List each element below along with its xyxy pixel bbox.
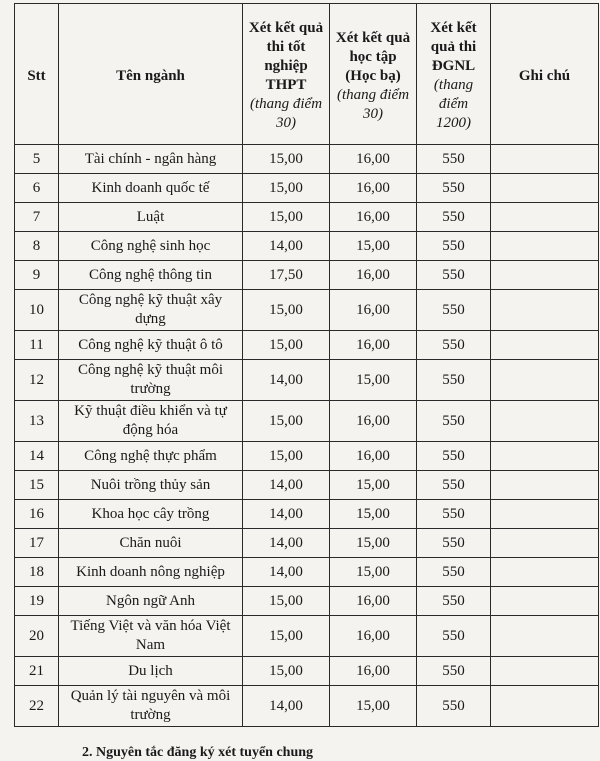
row-hocba-score: 16,00 [330, 261, 417, 290]
row-hocba-score: 15,00 [330, 558, 417, 587]
row-stt: 17 [15, 529, 59, 558]
row-dgnl-score: 550 [417, 261, 491, 290]
table-row [15, 232, 599, 261]
row-hocba-score: 16,00 [330, 290, 417, 331]
row-major: Khoa học cây trồng [59, 500, 243, 529]
row-stt: 15 [15, 471, 59, 500]
row-hocba-score: 16,00 [330, 442, 417, 471]
row-stt: 6 [15, 174, 59, 203]
row-note [491, 529, 599, 558]
table-row [15, 471, 599, 500]
row-note [491, 401, 599, 442]
table-row [15, 529, 599, 558]
row-dgnl-score: 550 [417, 360, 491, 401]
row-stt: 8 [15, 232, 59, 261]
row-hocba-score: 16,00 [330, 616, 417, 657]
header-hocba: Xét kết quả học tập (Học bạ) (thang điểm 30) [330, 4, 417, 145]
row-stt: 21 [15, 657, 59, 686]
row-stt: 16 [15, 500, 59, 529]
row-dgnl-score: 550 [417, 500, 491, 529]
header-major: Tên ngành [59, 4, 243, 145]
table-row [15, 331, 599, 360]
row-stt: 5 [15, 145, 59, 174]
table-row [15, 616, 599, 657]
row-stt: 11 [15, 331, 59, 360]
table-row [15, 145, 599, 174]
row-note [491, 203, 599, 232]
row-note [491, 657, 599, 686]
header-dgnl-note: (thang điểm 1200) [433, 77, 474, 131]
row-hocba-score: 16,00 [330, 203, 417, 232]
table-row [15, 401, 599, 442]
row-major: Nuôi trồng thủy sản [59, 471, 243, 500]
row-thpt-score: 15,00 [243, 616, 330, 657]
row-stt: 19 [15, 587, 59, 616]
row-dgnl-score: 550 [417, 558, 491, 587]
row-dgnl-score: 550 [417, 331, 491, 360]
header-thpt: Xét kết quả thi tốt nghiệp THPT (thang điểm 30) [243, 4, 330, 145]
row-note [491, 500, 599, 529]
row-major: Chăn nuôi [59, 529, 243, 558]
table-row [15, 261, 599, 290]
row-stt: 14 [15, 442, 59, 471]
table-row [15, 587, 599, 616]
row-major: Công nghệ kỹ thuật môi trường [59, 360, 243, 401]
row-thpt-score: 14,00 [243, 360, 330, 401]
row-note [491, 261, 599, 290]
row-thpt-score: 17,50 [243, 261, 330, 290]
row-note [491, 471, 599, 500]
row-dgnl-score: 550 [417, 203, 491, 232]
row-hocba-score: 16,00 [330, 331, 417, 360]
section-heading: 2. Nguyên tắc đăng ký xét tuyển chung [82, 745, 314, 760]
row-thpt-score: 15,00 [243, 587, 330, 616]
row-note [491, 232, 599, 261]
table-row [15, 686, 599, 727]
row-thpt-score: 14,00 [243, 232, 330, 261]
row-major: Công nghệ sinh học [59, 232, 243, 261]
row-note [491, 360, 599, 401]
row-stt: 20 [15, 616, 59, 657]
row-stt: 10 [15, 290, 59, 331]
row-hocba-score: 16,00 [330, 401, 417, 442]
row-note [491, 442, 599, 471]
row-major: Tài chính - ngân hàng [59, 145, 243, 174]
row-hocba-score: 15,00 [330, 529, 417, 558]
row-thpt-score: 15,00 [243, 145, 330, 174]
row-major: Tiếng Việt và văn hóa Việt Nam [59, 616, 243, 657]
row-hocba-score: 16,00 [330, 145, 417, 174]
row-stt: 13 [15, 401, 59, 442]
row-dgnl-score: 550 [417, 686, 491, 727]
header-hocba-note: (thang điểm 30) [336, 86, 410, 122]
row-note [491, 558, 599, 587]
row-stt: 12 [15, 360, 59, 401]
row-major: Công nghệ thông tin [59, 261, 243, 290]
row-stt: 9 [15, 261, 59, 290]
row-hocba-score: 15,00 [330, 500, 417, 529]
row-major: Công nghệ kỹ thuật ô tô [59, 331, 243, 360]
row-thpt-score: 15,00 [243, 290, 330, 331]
row-note [491, 616, 599, 657]
row-note [491, 174, 599, 203]
row-note [491, 686, 599, 727]
row-dgnl-score: 550 [417, 471, 491, 500]
row-major: Kinh doanh nông nghiệp [59, 558, 243, 587]
row-major: Công nghệ thực phẩm [59, 442, 243, 471]
row-dgnl-score: 550 [417, 529, 491, 558]
row-thpt-score: 15,00 [243, 657, 330, 686]
row-stt: 7 [15, 203, 59, 232]
row-thpt-score: 14,00 [243, 471, 330, 500]
row-dgnl-score: 550 [417, 442, 491, 471]
row-thpt-score: 14,00 [243, 686, 330, 727]
row-thpt-score: 15,00 [243, 203, 330, 232]
row-thpt-score: 14,00 [243, 529, 330, 558]
row-major: Công nghệ kỹ thuật xây dựng [59, 290, 243, 331]
row-major: Kỹ thuật điều khiển và tự động hóa [59, 401, 243, 442]
header-stt: Stt [15, 4, 59, 145]
row-major: Ngôn ngữ Anh [59, 587, 243, 616]
table-row [15, 290, 599, 331]
table-header-row [15, 4, 599, 145]
row-stt: 18 [15, 558, 59, 587]
row-dgnl-score: 550 [417, 401, 491, 442]
row-thpt-score: 15,00 [243, 442, 330, 471]
row-dgnl-score: 550 [417, 657, 491, 686]
row-hocba-score: 15,00 [330, 360, 417, 401]
row-thpt-score: 15,00 [243, 401, 330, 442]
row-major: Quản lý tài nguyên và môi trường [59, 686, 243, 727]
table-row [15, 360, 599, 401]
header-dgnl: Xét kết quả thi ĐGNL (thang điểm 1200) [417, 4, 491, 145]
row-dgnl-score: 550 [417, 290, 491, 331]
table-row [15, 500, 599, 529]
row-dgnl-score: 550 [417, 587, 491, 616]
row-thpt-score: 15,00 [243, 174, 330, 203]
header-notes: Ghi chú [491, 4, 599, 145]
row-hocba-score: 15,00 [330, 686, 417, 727]
row-note [491, 331, 599, 360]
header-thpt-note: (thang điểm 30) [249, 96, 323, 131]
row-note [491, 587, 599, 616]
row-major: Du lịch [59, 657, 243, 686]
row-hocba-score: 15,00 [330, 232, 417, 261]
row-note [491, 145, 599, 174]
row-dgnl-score: 550 [417, 232, 491, 261]
row-thpt-score: 15,00 [243, 331, 330, 360]
row-major: Kinh doanh quốc tế [59, 174, 243, 203]
row-hocba-score: 15,00 [330, 471, 417, 500]
table-row [15, 203, 599, 232]
table-row [15, 657, 599, 686]
row-dgnl-score: 550 [417, 145, 491, 174]
row-stt: 22 [15, 686, 59, 727]
admission-score-table [14, 3, 599, 727]
row-hocba-score: 16,00 [330, 657, 417, 686]
table-row [15, 174, 599, 203]
row-thpt-score: 14,00 [243, 558, 330, 587]
row-note [491, 290, 599, 331]
table-row [15, 558, 599, 587]
row-hocba-score: 16,00 [330, 174, 417, 203]
row-major: Luật [59, 203, 243, 232]
row-thpt-score: 14,00 [243, 500, 330, 529]
row-dgnl-score: 550 [417, 616, 491, 657]
table-row [15, 442, 599, 471]
row-dgnl-score: 550 [417, 174, 491, 203]
row-hocba-score: 16,00 [330, 587, 417, 616]
